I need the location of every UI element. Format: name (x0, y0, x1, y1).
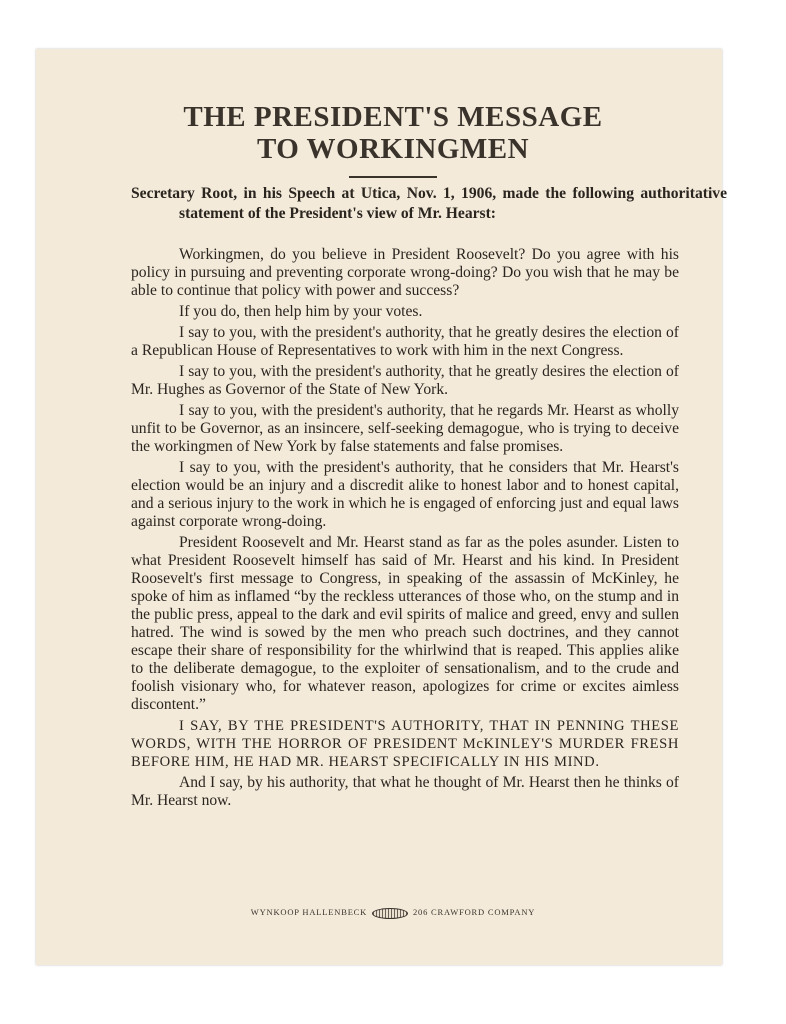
imprint-right: 206 CRAWFORD COMPANY (412, 907, 536, 917)
document-title-line-1: THE PRESIDENT'S MESSAGE (183, 101, 603, 133)
union-label-icon (372, 908, 408, 919)
imprint-left: WYNKOOP HALLENBECK (250, 907, 368, 917)
paragraph: Workingmen, do you believe in President Roosevelt? Do you agree with his policy in pursuing and preventing corporate wrong-doing? Do you wish that he may be able to continue that policy with power and success? (131, 246, 679, 299)
intro-statement: Secretary Root, in his Speech at Utica, Nov. 1, 1906, made the following authoritative statement of the President's view of Mr. Hearst: (131, 185, 727, 222)
paragraph: President Roosevelt and Mr. Hearst stand as far as the poles asunder. Listen to what President Roosevelt himself has said of Mr. Hearst and his kind. In President Roosevelt's first message to Congress, in speaking of the assassin of McKinley, he spoke of him as inflamed “by the reckless utterances of those who, on the stump and in the public press, appeal to the dark and evil spirits of malice and greed, envy and sullen hatred. The wind is sowed by the men who preach such doctrines, and they cannot escape their share of responsibility for the whirlwind that is reaped. This applies alike to the deliberate demagogue, to the exploiter of sensationalism, and to the crude and foolish visionary who, for whatever reason, apologizes for crime or excites aimless discontent.” (131, 534, 679, 713)
paragraph-emphasis: I SAY, BY THE PRESIDENT'S AUTHORITY, THAT IN PENNING THESE WORDS, WITH THE HORROR OF PRESIDENT McKINLEY'S MURDER FRESH BEFORE HIM, HE HAD MR. HEARST SPECIFICALLY IN HIS MIND. (131, 718, 679, 770)
paragraph: I say to you, with the president's authority, that he greatly desires the election of Mr. Hughes as Governor of the State of New York. (131, 363, 679, 398)
paragraph: If you do, then help him by your votes. (179, 303, 423, 320)
paragraph: I say to you, with the president's authority, that he greatly desires the election of a Republican House of Representatives to work with him in the next Congress. (131, 324, 679, 359)
printer-imprint (0, 907, 786, 919)
paragraph: I say to you, with the president's authority, that he considers that Mr. Hearst's election would be an injury and a discredit alike to honest labor and to honest capital, and a serious injury to the work in which he is engaged of enforcing just and equal laws against corporate wrong-doing. (131, 459, 679, 530)
paragraph: And I say, by his authority, that what he thought of Mr. Hearst then he thinks of Mr. Hearst now. (131, 774, 679, 809)
message-body (131, 246, 679, 813)
paragraph: I say to you, with the president's authority, that he regards Mr. Hearst as wholly unfit to be Governor, as an insincere, self-seeking demagogue, who is trying to deceive the workingmen of New York by false statements and false promises. (131, 402, 679, 455)
title-divider (349, 176, 437, 178)
document-title-line-2: TO WORKINGMEN (256, 133, 530, 165)
